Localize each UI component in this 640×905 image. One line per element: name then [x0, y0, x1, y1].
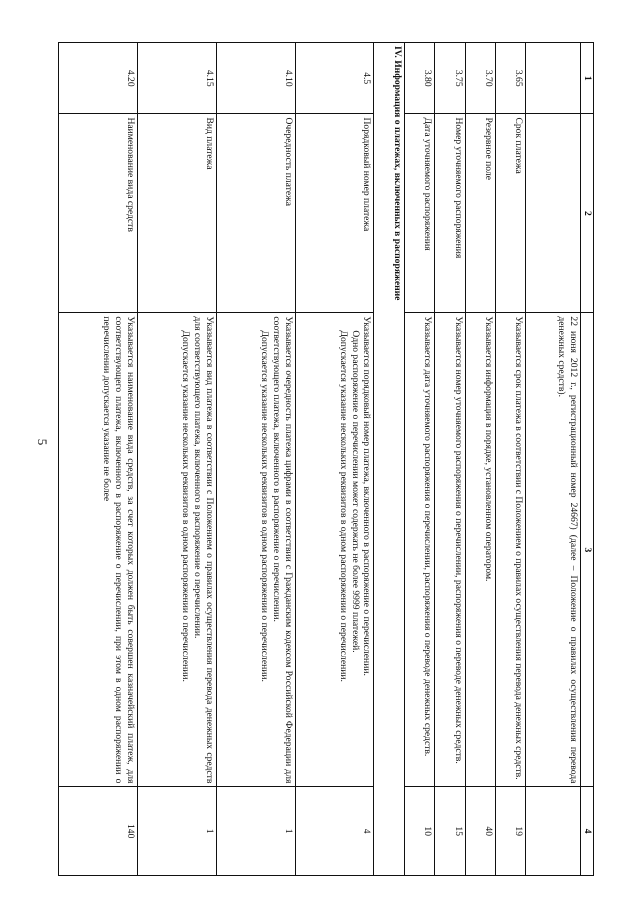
- description-paragraph: Указывается срок платежа в соответствии с Положением о правилах осуществления перевода денежных средств.: [513, 316, 525, 780]
- description-paragraph: Указывается вид платежа в соответствии с Положением о правилах осуществления перевода денежных средств для соответствующего платежа, включенного в распоряжение о перечислении.: [192, 316, 215, 784]
- field-length: 140: [59, 787, 138, 876]
- field-length: 10: [404, 787, 434, 876]
- requisite-name: Очередность платежа: [216, 114, 295, 313]
- description-paragraph: Допускается указание нескольких реквизитов в одном распоряжении о перечислении.: [259, 330, 271, 682]
- table-row: [526, 43, 581, 876]
- row-number: 4.20: [59, 43, 138, 114]
- field-length: 1: [137, 787, 216, 876]
- section-title: IV. Информация о платежах, включенных в распоряжение: [374, 43, 404, 876]
- page-number: 5: [35, 438, 50, 446]
- requisite-description: [216, 313, 295, 787]
- table-row: [495, 43, 525, 876]
- description-paragraph: Указывается порядковый номер платежа, включенного в распоряжение о перечислении.: [361, 316, 373, 676]
- description-paragraph: Допускается указание нескольких реквизитов в одном распоряжении о перечислении.: [337, 330, 349, 682]
- description-paragraph: Указывается номер уточняемого распоряжения о перечислении, распоряжения о переводе денежных средств.: [452, 316, 464, 764]
- description-paragraph: 22 июня 2012 г., регистрационный номер 24667) (далее – Положение о правилах осуществления перевода денежных средств).: [556, 316, 579, 784]
- description-paragraph: Указывается очередность платежа цифрами в соответствии с Гражданским кодексом Российской Федерации для соответствующего платежа, включенного в распоряжение о перечислении.: [270, 316, 294, 784]
- requisite-name: Наименование вида средств: [59, 114, 138, 313]
- requisite-description: [295, 313, 374, 787]
- table-row: [216, 43, 295, 876]
- description-paragraph: Указывается информация в порядке, установленном оператором.: [482, 316, 494, 582]
- row-number: 4.15: [137, 43, 216, 114]
- row-number: 3.65: [495, 43, 525, 114]
- row-number: [526, 43, 581, 114]
- field-length: 19: [495, 787, 525, 876]
- table-row: [435, 43, 465, 876]
- row-number: 3.70: [465, 43, 495, 114]
- row-number: 4.5: [295, 43, 374, 114]
- rotated-page: [58, 42, 594, 876]
- requisite-name: Дата уточняемого распоряжения: [404, 114, 434, 313]
- requisite-name: Резервное поле: [465, 114, 495, 313]
- field-length: 4: [295, 787, 374, 876]
- requisite-description: [465, 313, 495, 787]
- table-row: [465, 43, 495, 876]
- table-row: [404, 43, 434, 876]
- table-row: [295, 43, 374, 876]
- row-number: 3.80: [404, 43, 434, 114]
- requisite-name: Вид платежа: [137, 114, 216, 313]
- requisite-name: Срок платежа: [495, 114, 525, 313]
- row-number: 3.75: [435, 43, 465, 114]
- description-paragraph: Указывается наименование вида средств, за счет которых должен быть совершен казначейский платеж, для соответствующего платежа, включенного в распоряжение о перечислении, при этом в одном распоряжении о перечислении допускается указание не более: [101, 316, 136, 784]
- description-paragraph: Указывается дата уточняемого распоряжения о перечислении, распоряжения о переводе денежных средств.: [422, 316, 434, 757]
- field-length: 1: [216, 787, 295, 876]
- requisite-description: [59, 313, 138, 787]
- requisite-name: Порядковый номер платежа: [295, 114, 374, 313]
- table-header-row: [581, 43, 594, 876]
- requisite-description: [495, 313, 525, 787]
- field-length: 15: [435, 787, 465, 876]
- requisite-description: [137, 313, 216, 787]
- requisite-description: [435, 313, 465, 787]
- section-row: [374, 43, 404, 876]
- header-cell-1: 1: [581, 43, 594, 114]
- header-cell-2: 2: [581, 114, 594, 313]
- requisites-table: [58, 42, 594, 876]
- row-number: 4.10: [216, 43, 295, 114]
- field-length: [526, 787, 581, 876]
- header-cell-3: 3: [581, 313, 594, 787]
- description-paragraph: Допускается указание нескольких реквизитов в одном распоряжении о перечислении.: [180, 330, 192, 682]
- table-row: [59, 43, 138, 876]
- description-paragraph: Одно распоряжение о перечислении может содержать не более 9999 платежей.: [349, 330, 361, 653]
- requisite-name: [526, 114, 581, 313]
- requisite-description: [404, 313, 434, 787]
- requisite-name: Номер уточняемого распоряжения: [435, 114, 465, 313]
- field-length: 40: [465, 787, 495, 876]
- header-cell-4: 4: [581, 787, 594, 876]
- table-row: [137, 43, 216, 876]
- requisite-description: [526, 313, 581, 787]
